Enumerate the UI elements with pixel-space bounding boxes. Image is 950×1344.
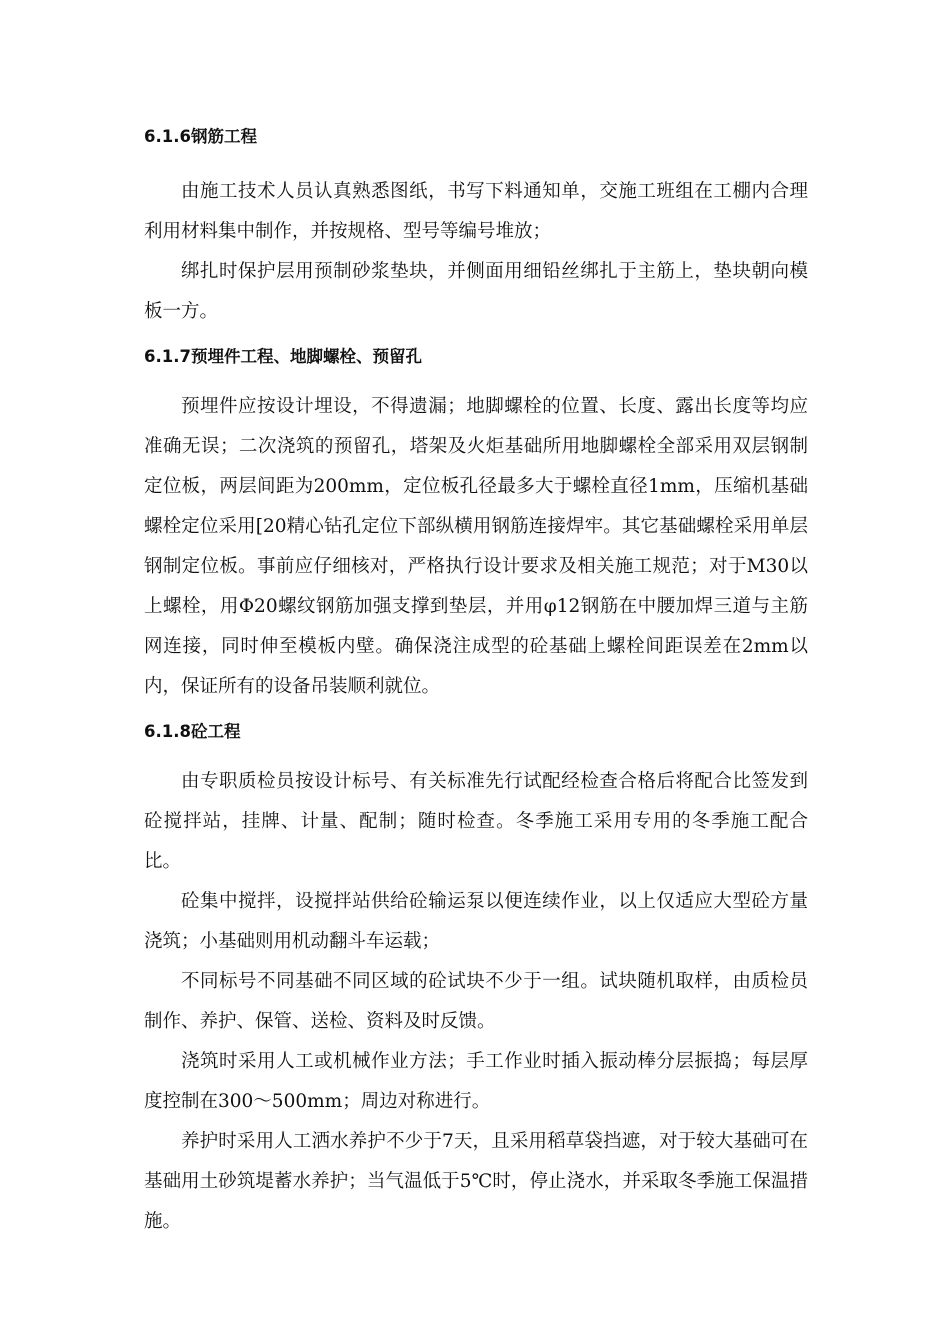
- section-heading-embedded-parts: 6.1.7预埋件工程、地脚螺栓、预留孔: [144, 347, 422, 366]
- paragraph-rebar-1: 由施工技术人员认真熟悉图纸，书写下料通知单，交施工班组在工棚内合理利用材料集中制作，并按规格、型号等编号堆放；: [144, 181, 808, 242]
- document-body: [144, 120, 808, 1242]
- section-heading-rebar: 6.1.6钢筋工程: [144, 127, 257, 146]
- paragraph-embedded-parts-1: 预埋件应按设计埋设，不得遗漏；地脚螺栓的位置、长度、露出长度等均应准确无误；二次浇筑的预留孔，塔架及火炬基础所用地脚螺栓全部采用双层钢制定位板，两层间距为200mm，定位板孔径最多大于螺栓直径1mm，压缩机基础螺栓定位采用[20精心钻孔定位下部纵横用钢筋连接焊牢。其它基础螺栓采用单层钢制定位板。事前应仔细核对，严格执行设计要求及相关施工规范；对于M30以上螺栓，用Φ20螺纹钢筋加强支撑到垫层，并用φ12钢筋在中腰加焊三道与主筋网连接，同时伸至模板内壁。确保浇注成型的砼基础上螺栓间距误差在2mm以内，保证所有的设备吊装顺利就位。: [144, 396, 808, 697]
- paragraph-concrete-3: 不同标号不同基础不同区域的砼试块不少于一组。试块随机取样，由质检员制作、养护、保管、送检、资料及时反馈。: [144, 971, 808, 1032]
- section-heading-concrete: 6.1.8砼工程: [144, 722, 241, 741]
- paragraph-concrete-2: 砼集中搅拌，设搅拌站供给砼输运泵以便连续作业，以上仅适应大型砼方量浇筑；小基础则用机动翻斗车运载；: [144, 891, 808, 952]
- paragraph-concrete-1: 由专职质检员按设计标号、有关标准先行试配经检查合格后将配合比签发到砼搅拌站，挂牌、计量、配制；随时检查。冬季施工采用专用的冬季施工配合比。: [144, 771, 808, 872]
- paragraph-concrete-4: 浇筑时采用人工或机械作业方法；手工作业时插入振动棒分层振捣；每层厚度控制在300～500mm；周边对称进行。: [144, 1051, 808, 1112]
- paragraph-rebar-2: 绑扎时保护层用预制砂浆垫块，并侧面用细铅丝绑扎于主筋上，垫块朝向模板一方。: [144, 261, 808, 322]
- paragraph-concrete-5: 养护时采用人工洒水养护不少于7天，且采用稻草袋挡遮，对于较大基础可在基础用土砂筑堤蓄水养护；当气温低于5℃时，停止浇水，并采取冬季施工保温措施。: [144, 1131, 808, 1232]
